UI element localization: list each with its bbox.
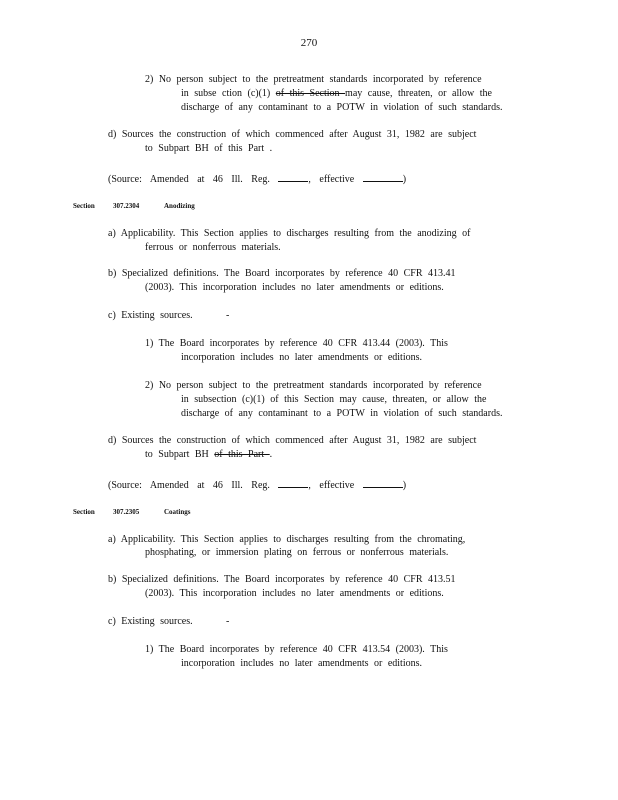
paragraph-c2-line2: in subsection (c)(1) of this Section may cause, threaten, or allow the bbox=[181, 394, 487, 405]
section-title: Coatings bbox=[164, 508, 191, 516]
source-mid: , effective bbox=[308, 174, 355, 185]
section-label: Section bbox=[73, 508, 95, 516]
blank-line bbox=[363, 478, 403, 488]
paragraph-c-label: c) Existing sources. bbox=[108, 310, 193, 321]
source-prefix: (Source: Amended at 46 Ill. Reg. bbox=[108, 480, 270, 491]
source-note bbox=[108, 172, 406, 186]
paragraph-a-line2: ferrous or nonferrous materials. bbox=[145, 242, 281, 253]
paragraph-d-line2 bbox=[145, 449, 272, 461]
section-number: 307.2305 bbox=[113, 508, 140, 516]
struck-text: of this Part bbox=[214, 449, 270, 460]
paragraph-b-line1: b) Specialized definitions. The Board incorporates by reference 40 CFR 413.41 bbox=[108, 268, 456, 279]
paragraph-c2-line2 bbox=[181, 88, 492, 100]
section-label: Section bbox=[73, 202, 95, 210]
source-prefix: (Source: Amended at 46 Ill. Reg. bbox=[108, 174, 270, 185]
paragraph-c1-line1: 1) The Board incorporates by reference 40 CFR 413.54 (2003). This bbox=[145, 644, 448, 655]
page-number: 270 bbox=[300, 37, 318, 49]
text-run: . bbox=[269, 449, 273, 460]
paragraph-b-line2: (2003). This incorporation includes no later amendments or editions. bbox=[145, 282, 444, 293]
paragraph-c1-line1: 1) The Board incorporates by reference 40 CFR 413.44 (2003). This bbox=[145, 338, 448, 349]
source-mid: , effective bbox=[308, 480, 355, 491]
paragraph-c2-line3: discharge of any contaminant to a POTW in violation of such standards. bbox=[181, 102, 503, 113]
paragraph-c2-line1: 2) No person subject to the pretreatment standards incorporated by reference bbox=[145, 380, 482, 391]
source-note bbox=[108, 478, 406, 492]
section-title: Anodizing bbox=[164, 202, 195, 210]
blank-line bbox=[278, 172, 308, 182]
paragraph-d-line1: d) Sources the construction of which commenced after August 31, 1982 are subject bbox=[108, 435, 477, 446]
paragraph-a-line1: a) Applicability. This Section applies to discharges resulting from the chromating, bbox=[108, 534, 466, 545]
paragraph-c-label: c) Existing sources. bbox=[108, 616, 193, 627]
text-run: in subse ction (c)(1) bbox=[181, 88, 276, 99]
paragraph-d-line2: to Subpart BH of this Part . bbox=[145, 143, 273, 154]
paragraph-a-line1: a) Applicability. This Section applies to discharges resulting from the anodizing of bbox=[108, 228, 471, 239]
paragraph-b-line1: b) Specialized definitions. The Board incorporates by reference 40 CFR 413.51 bbox=[108, 574, 456, 585]
source-suffix: ) bbox=[402, 174, 407, 185]
paragraph-c1-line2: incorporation includes no later amendments or editions. bbox=[181, 658, 422, 669]
text-run: may cause, threaten, or allow the bbox=[345, 88, 492, 99]
paragraph-d-line1: d) Sources the construction of which commenced after August 31, 1982 are subject bbox=[108, 129, 477, 140]
section-number: 307.2304 bbox=[113, 202, 140, 210]
blank-line bbox=[363, 172, 403, 182]
paragraph-b-line2: (2003). This incorporation includes no later amendments or editions. bbox=[145, 588, 444, 599]
paragraph-c2-line3: discharge of any contaminant to a POTW in violation of such standards. bbox=[181, 408, 503, 419]
paragraph-a-line2: phosphating, or immersion plating on ferrous or nonferrous materials. bbox=[145, 547, 449, 558]
source-suffix: ) bbox=[402, 480, 407, 491]
paragraph-c-dash: - bbox=[226, 616, 230, 627]
blank-line bbox=[278, 478, 308, 488]
paragraph-c2-line1: 2) No person subject to the pretreatment standards incorporated by reference bbox=[145, 74, 482, 85]
paragraph-c1-line2: incorporation includes no later amendments or editions. bbox=[181, 352, 422, 363]
text-run: to Subpart BH bbox=[145, 449, 215, 460]
struck-text: of this Section bbox=[275, 88, 346, 99]
paragraph-c-dash: - bbox=[226, 310, 230, 321]
